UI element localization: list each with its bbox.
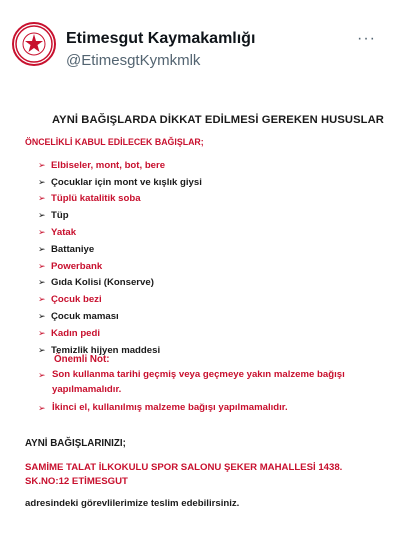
important-note-title: Önemli Not: <box>54 354 110 365</box>
delivery-instruction: adresindeki görevlilerimize teslim edebilirsiniz. <box>25 498 240 509</box>
note-item: ➢ Son kullanma tarihi geçmiş veya geçmeye yakın malzeme bağışı yapılmamalıdır. <box>38 368 378 397</box>
list-item: ➢ Tüp <box>38 210 69 222</box>
list-item: ➢ Kadın pedi <box>38 327 101 339</box>
list-item: ➢ Çocuk bezi <box>38 294 102 306</box>
delivery-address: SAMİME TALAT İLKOKULU SPOR SALONU ŞEKER MAHALLESİ 1438. SK.NO:12 ETİMESGUT <box>25 462 343 487</box>
tweet-header <box>0 0 400 80</box>
arrow-bullet-icon: ➢ <box>38 210 46 221</box>
arrow-bullet-icon: ➢ <box>38 294 46 305</box>
more-options-icon[interactable]: ··· <box>357 30 376 47</box>
avatar[interactable] <box>12 22 56 66</box>
account-handle[interactable]: @EtimesgtKymkmlk <box>66 52 201 69</box>
list-item: ➢ Yatak <box>38 227 77 239</box>
list-item: ➢ Battaniye <box>38 243 95 255</box>
notes-list <box>38 368 378 420</box>
account-name[interactable]: Etimesgut Kaymakamlığı <box>66 30 256 47</box>
priority-heading: ÖNCELİKLİ KABUL EDİLECEK BAĞIŞLAR; <box>25 137 204 147</box>
arrow-bullet-icon: ➢ <box>38 327 46 338</box>
arrow-bullet-icon: ➢ <box>38 260 46 271</box>
list-item: ➢ Gıda Kolisi (Konserve) <box>38 277 154 289</box>
donation-items-list <box>38 157 202 359</box>
note-item: ➢ İkinci el, kullanılmış malzeme bağışı yapılmamalıdır. <box>38 401 378 416</box>
arrow-bullet-icon: ➢ <box>38 403 46 413</box>
arrow-bullet-icon: ➢ <box>38 277 46 288</box>
arrow-bullet-icon: ➢ <box>38 176 46 187</box>
list-item: ➢ Elbiseler, mont, bot, bere <box>38 159 166 171</box>
list-item: ➢ Temizlik hijyen maddesi <box>38 344 161 356</box>
arrow-bullet-icon: ➢ <box>38 344 46 355</box>
arrow-bullet-icon: ➢ <box>38 370 46 380</box>
donation-heading: AYNİ BAĞIŞLARINIZI; <box>25 438 126 449</box>
document-title: AYNİ BAĞIŞLARDA DİKKAT EDİLMESİ GEREKEN HUSUSLAR <box>52 114 384 126</box>
arrow-bullet-icon: ➢ <box>38 159 46 170</box>
arrow-bullet-icon: ➢ <box>38 243 46 254</box>
emblem-icon <box>14 24 54 64</box>
arrow-bullet-icon: ➢ <box>38 227 46 238</box>
list-item: ➢ Çocuklar için mont ve kışlık giysi <box>38 176 202 188</box>
list-item: ➢ Tüplü katalitik soba <box>38 193 141 205</box>
list-item: ➢ Çocuk maması <box>38 311 119 323</box>
arrow-bullet-icon: ➢ <box>38 311 46 322</box>
list-item: ➢ Powerbank <box>38 260 103 272</box>
arrow-bullet-icon: ➢ <box>38 193 46 204</box>
attached-image[interactable] <box>0 90 400 533</box>
